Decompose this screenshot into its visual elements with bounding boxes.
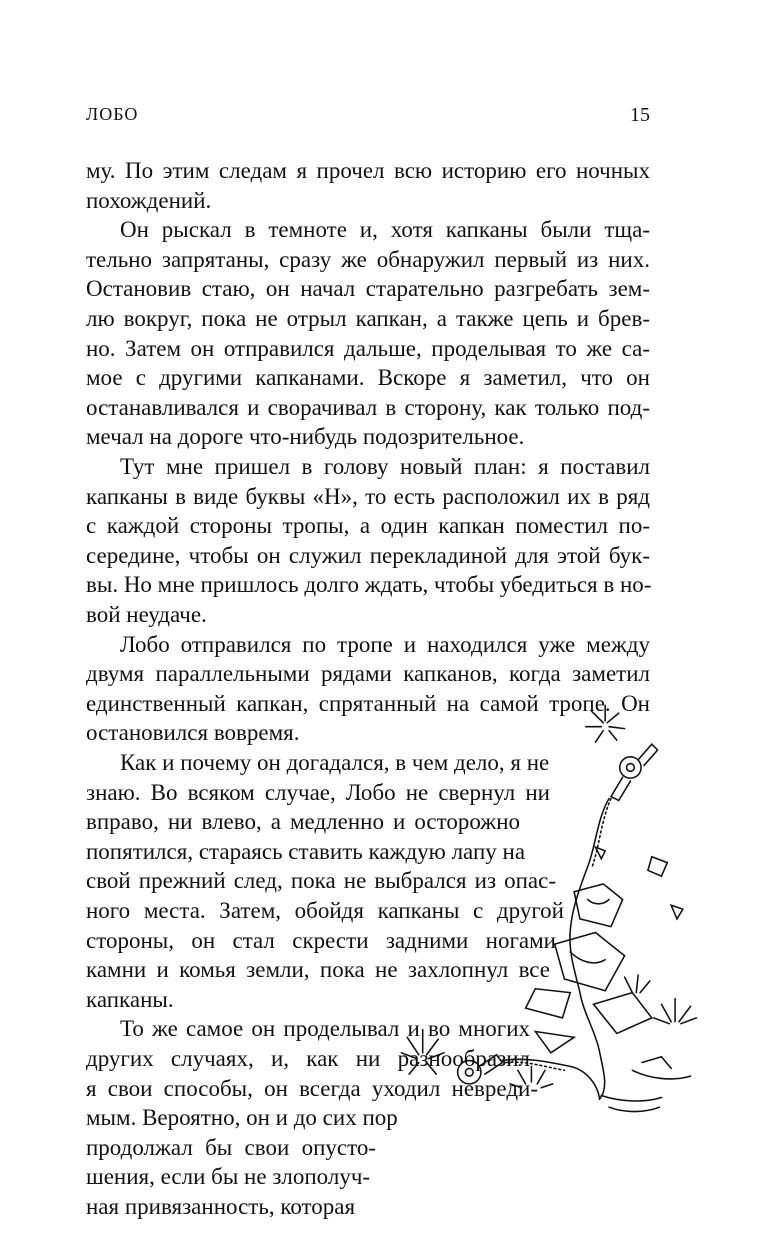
text-line: лю вокруг, пока не отрыл капкан, а также цепь и брев- — [86, 306, 650, 331]
text-line: похождений. — [86, 187, 212, 213]
grass-tuft-icon — [625, 975, 650, 992]
text-line: попятился, стараясь ставить каждую лапу на — [86, 838, 526, 864]
text-line: но. Затем он отправился дальше, проделывая то же са- — [86, 335, 650, 361]
text-line: Как и почему он догадался, в чем дело, я не — [120, 750, 550, 775]
grass-tuft-icon — [586, 705, 625, 742]
text-line: Остановив стаю, он начал старательно разгребать зем- — [86, 276, 650, 302]
text-line: камни и комья земли, пока не захлопнул все — [86, 957, 550, 983]
text-line: Лобо отправился по тропе и находился уже между — [120, 631, 650, 657]
text-line: я свои способы, он всегда уходил невреди- — [86, 1075, 538, 1101]
running-title: ЛОБО — [86, 104, 139, 124]
text-line: капканы. — [86, 986, 174, 1012]
text-line: мое с другими капканами. Вскоре я заметил, что он — [86, 365, 650, 391]
text-line: тельно запрятаны, сразу же обнаружил первый из них. — [86, 246, 650, 272]
grass-tuft-icon — [510, 1066, 553, 1087]
text-line: му. По этим следам я прочел всю историю его ночных — [86, 158, 650, 183]
text-line: мечал на дороге что-нибудь подозрительное. — [86, 424, 525, 450]
text-line: вы. Но мне пришлось долго ждать, чтобы убедиться в но- — [86, 572, 652, 598]
grass-tuft-icon — [654, 998, 697, 1023]
trap-icon — [458, 1055, 600, 1098]
text-line: свой прежний след, пока не выбрался из опас- — [86, 868, 556, 894]
text-line: То же самое он проделывал и во многих — [120, 1016, 530, 1042]
text-line: знаю. Во всяком случае, Лобо не свернул ни — [86, 779, 550, 805]
text-line: ная привязанность, которая — [86, 1194, 356, 1219]
text-line: Он рыскал в темноте и, хотя капканы были тща- — [120, 217, 650, 243]
text-line: ного места. Затем, обойдя капканы с другой — [86, 898, 564, 923]
text-line: с каждой стороны тропы, а один капкан поместил по- — [86, 513, 650, 539]
grass-tuft-icon — [401, 1030, 444, 1075]
page-number: 15 — [630, 104, 650, 126]
text-line: шения, если бы не злополуч- — [86, 1164, 371, 1190]
text-line: других случаях, и, как ни разнообразил — [86, 1046, 530, 1071]
text-line: вправо, ни влево, а медленно и осторожно — [86, 809, 520, 835]
text-line: остановился вовремя. — [86, 720, 300, 746]
text-line: стороны, он стал скрести задними ногами — [86, 927, 556, 953]
text-line: единственный капкан, спрятанный на самой тропе. Он — [86, 690, 650, 716]
text-line: вой неудаче. — [86, 602, 207, 627]
text-line: Тут мне пришел в голову новый план: я поставил — [120, 454, 650, 479]
wolf-trap-sketch-icon — [380, 700, 710, 1130]
text-line: останавливался и сворачивал в сторону, как только под- — [86, 394, 650, 420]
text-line: двумя параллельными рядами капканов, когда заметил — [86, 661, 650, 687]
text-line: капканы в виде буквы «Н», то есть расположил их в ряд — [86, 483, 650, 509]
text-line: продолжал бы свои опусто- — [86, 1134, 376, 1160]
text-line: середине, чтобы он служил перекладиной для этой бук- — [86, 542, 650, 568]
text-line: мым. Вероятно, он и до сих пор — [86, 1105, 398, 1131]
